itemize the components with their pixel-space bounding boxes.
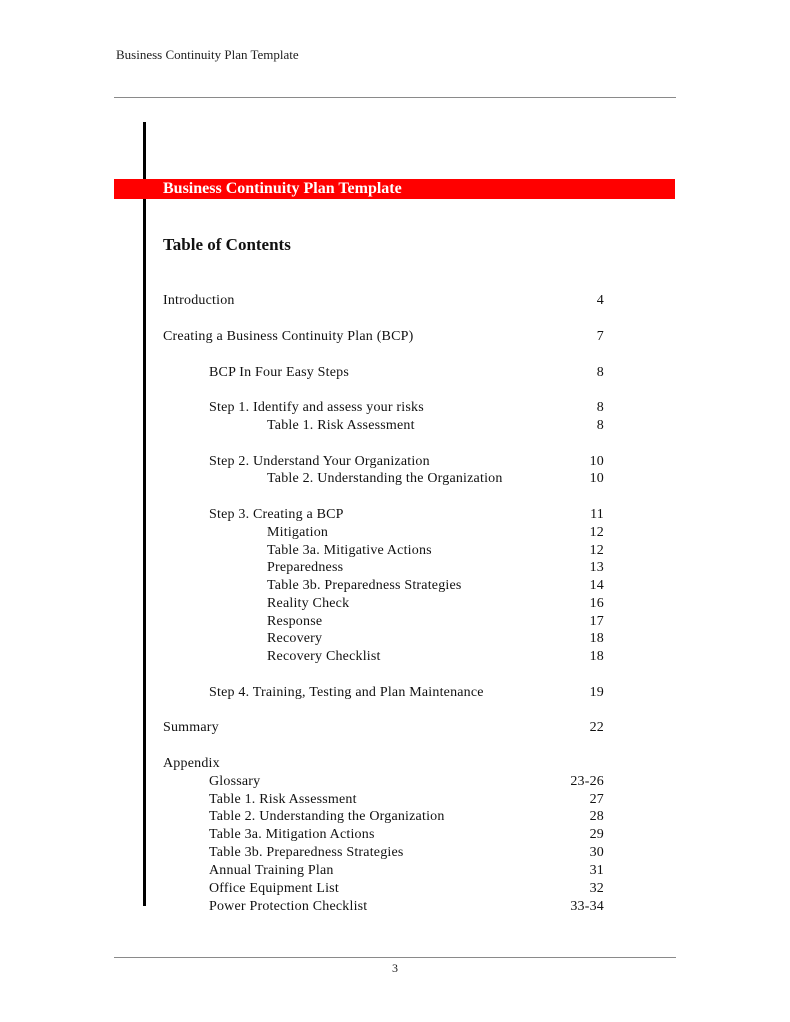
toc-entry[interactable] xyxy=(0,773,604,791)
toc-entry-label: Introduction xyxy=(163,293,235,308)
toc-entry-page: 27 xyxy=(589,792,604,807)
toc-entry-page: 28 xyxy=(589,809,604,824)
toc-entry-label: Table 1. Risk Assessment xyxy=(209,792,357,807)
toc-entry[interactable] xyxy=(0,364,604,382)
toc-entry-page: 32 xyxy=(589,881,604,896)
toc-entry-page: 7 xyxy=(596,329,604,344)
toc-entry-page: 23-26 xyxy=(570,774,604,789)
toc-entry-page: 8 xyxy=(596,365,604,380)
toc-entry-page: 17 xyxy=(589,614,604,629)
toc-entry[interactable] xyxy=(0,898,604,916)
toc-entry-page: 4 xyxy=(596,293,604,308)
running-header: Business Continuity Plan Template xyxy=(116,47,299,62)
toc-entry-page: 16 xyxy=(589,596,604,611)
toc-entry-page: 22 xyxy=(589,720,604,735)
toc-entry-page: 10 xyxy=(589,454,604,469)
toc-entry[interactable] xyxy=(0,862,604,880)
toc-entry-label: Mitigation xyxy=(267,525,329,540)
toc-entry[interactable] xyxy=(0,826,604,844)
toc-entry[interactable] xyxy=(0,577,604,595)
toc-entry[interactable] xyxy=(0,506,604,524)
toc-entry[interactable] xyxy=(0,630,604,648)
toc-entry-label: Table 3a. Mitigative Actions xyxy=(267,543,432,558)
toc-entry[interactable] xyxy=(0,399,604,417)
toc-entry-page: 10 xyxy=(589,471,604,486)
toc-entry-label: Glossary xyxy=(209,774,261,789)
toc-entry-page: 12 xyxy=(589,543,604,558)
toc-entry-label: Step 4. Training, Testing and Plan Maintenance xyxy=(209,685,484,700)
toc-entry[interactable] xyxy=(0,880,604,898)
toc-entry[interactable] xyxy=(0,453,604,471)
toc-entry[interactable] xyxy=(0,755,604,773)
toc-entry[interactable] xyxy=(0,559,604,577)
toc-entry-page: 12 xyxy=(589,525,604,540)
toc-entry-label: Step 3. Creating a BCP xyxy=(209,507,344,522)
toc-entry-label: Step 1. Identify and assess your risks xyxy=(209,400,424,415)
toc-entry-label: Table 3a. Mitigation Actions xyxy=(209,827,375,842)
toc-entry-label: Recovery Checklist xyxy=(267,649,381,664)
footer-divider xyxy=(114,957,676,958)
toc-entry[interactable] xyxy=(0,613,604,631)
toc-entry-label: Annual Training Plan xyxy=(209,863,334,878)
toc-entry[interactable] xyxy=(0,844,604,862)
toc-entry-label: Table 3b. Preparedness Strategies xyxy=(267,578,462,593)
toc-entry-page: 8 xyxy=(596,400,604,415)
toc-entry[interactable] xyxy=(0,417,604,435)
toc-entry-page: 11 xyxy=(590,507,604,522)
toc-entry[interactable] xyxy=(0,470,604,488)
toc-entry-page: 31 xyxy=(589,863,604,878)
toc-entry-label: Table 2. Understanding the Organization xyxy=(209,809,445,824)
page-number: 3 xyxy=(392,961,398,975)
toc-entry[interactable] xyxy=(0,684,604,702)
toc-entry-label: Power Protection Checklist xyxy=(209,899,368,914)
toc-entry-label: Reality Check xyxy=(267,596,350,611)
toc-entry[interactable] xyxy=(0,328,604,346)
toc-entry-page: 30 xyxy=(589,845,604,860)
banner-title: Business Continuity Plan Template xyxy=(163,180,402,197)
toc-entry-page: 19 xyxy=(589,685,604,700)
toc-entry[interactable] xyxy=(0,648,604,666)
toc-entry[interactable] xyxy=(0,719,604,737)
toc-entry[interactable] xyxy=(0,808,604,826)
toc-entry-page: 8 xyxy=(596,418,604,433)
toc-entry-page: 18 xyxy=(589,631,604,646)
toc-entry-page: 33-34 xyxy=(570,899,604,914)
toc-entry-label: Summary xyxy=(163,720,219,735)
toc-entry-page: 18 xyxy=(589,649,604,664)
toc-entry[interactable] xyxy=(0,524,604,542)
toc-entry-label: Creating a Business Continuity Plan (BCP) xyxy=(163,329,414,344)
toc-entry-label: Response xyxy=(267,614,323,629)
toc-entry-label: Table 1. Risk Assessment xyxy=(267,418,415,433)
toc-entry-label: Table 2. Understanding the Organization xyxy=(267,471,503,486)
toc-entry[interactable] xyxy=(0,791,604,809)
toc-entry-label: Appendix xyxy=(163,756,220,771)
header-divider xyxy=(114,97,676,98)
toc-entry[interactable] xyxy=(0,542,604,560)
toc-entry-label: Step 2. Understand Your Organization xyxy=(209,454,430,469)
toc-entry-label: Recovery xyxy=(267,631,323,646)
toc-entry-label: Office Equipment List xyxy=(209,881,339,896)
toc-entry-page: 13 xyxy=(589,560,604,575)
toc-heading: Table of Contents xyxy=(163,235,291,254)
toc-entry[interactable] xyxy=(0,292,604,310)
toc-entry[interactable] xyxy=(0,595,604,613)
toc-entry-label: Preparedness xyxy=(267,560,344,575)
toc-entry-page: 29 xyxy=(589,827,604,842)
toc-entry-label: Table 3b. Preparedness Strategies xyxy=(209,845,404,860)
toc-entry-page: 14 xyxy=(589,578,604,593)
toc-entry-label: BCP In Four Easy Steps xyxy=(209,365,350,380)
